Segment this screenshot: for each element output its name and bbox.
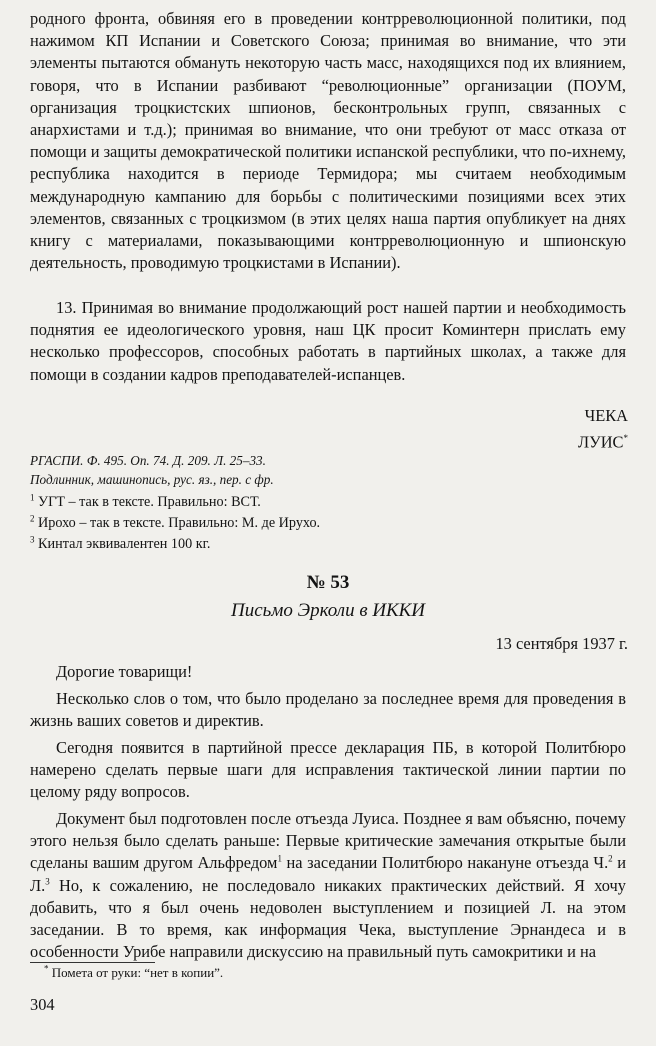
salutation: Дорогие товарищи!	[56, 662, 193, 681]
document-date: 13 сентября 1937 г.	[495, 634, 628, 653]
top-paragraph: родного фронта, обвиняя его в проведении контрреволюционной политики, под нажимом КП Испании и Советского Союза; принимая во внимание, что эти элементы пытаются обмануть некоторую часть масс, находящихся под их влиянием, говоря, что в Испании разбивают “революционные” организации (ПОУМ, организация троцкистских шпионов, бесконтрольных групп, связанных с анархистами и т.д.); принимая во внимание, что они требуют от масс отказа от помощи и защиты демократической политики испанской республики, что по-ихнему, республика находится в периоде Термидора; мы считаем необходимым международную кампанию для борьбы с политическими позициями всех этих элементов, связанных с троцкизмом (в этих целях наша партия опубликует на днях книгу с материалами, показывающими контрреволюционную и шпионскую деятельность, проводимую троцкистами в Испании).	[30, 9, 626, 273]
bottom-footnote: * Пометa от руки: “нет в копии”.	[44, 963, 224, 980]
signature-cheka: ЧЕКА	[584, 406, 628, 425]
paragraph-3: Документ был подготовлен после отъезда Луиса. Позднее я вам объясню, почему этого нельзя было сделать раньше: Первые критические замечания открытые были сделаны вашим другом Альфредом$^1$ на заседании Политбюро накануне отъезда Ч.$^2$ и Л.$^3$ Но, к сожалению, не последовало никаких практических действий. Я хочу добавить, что я был очень недоволен выступлением и позицией Л. на этом заседании. В то время, как информация Чека, выступление Эрнандеса и в особенности Урибе направили дискуссию на правильный путь самокритики и на	[30, 809, 627, 962]
document-number: № 53	[306, 572, 350, 593]
footnote-3: $^3$ Кинтал эквивалентен 100 кг.	[30, 534, 211, 552]
paragraph-2: Сегодня появится в партийной прессе декларация ПБ, в которой Политбюро намерено сделать первые шаги для исправления тактической линии партии по целому ряду вопросов.	[30, 738, 626, 802]
footnote-1: $^1$ УГТ – так в тексте. Правильно: ВСТ.	[30, 492, 261, 510]
archive-description: Подлинник, машинопись, рус. яз., пер. с фр.	[30, 472, 274, 487]
footnote-2: $^2$ Ирохо – так в тексте. Правильно: М. де Ирухо.	[30, 513, 321, 531]
item-13-paragraph: 13. Принимая во внимание продолжающий рост нашей партии и необходимость поднятия ее идеологического уровня, наш ЦК просит Коминтерн прислать ему несколько профессоров, способных работать в партийных школах, а также для помощи в создании кадров преподавателей-испанцев.	[30, 298, 626, 384]
archive-reference: РГАСПИ. Ф. 495. Оп. 74. Д. 209. Л. 25–33.	[30, 453, 266, 468]
signature-luis: ЛУИС*	[578, 432, 628, 452]
paragraph-1: Несколько слов о том, что было проделано за последнее время для проведения в жизнь ваших советов и директив.	[30, 689, 626, 731]
document-title: Письмо Эрколи в ИККИ	[230, 600, 426, 621]
page-number: 304	[30, 995, 55, 1014]
